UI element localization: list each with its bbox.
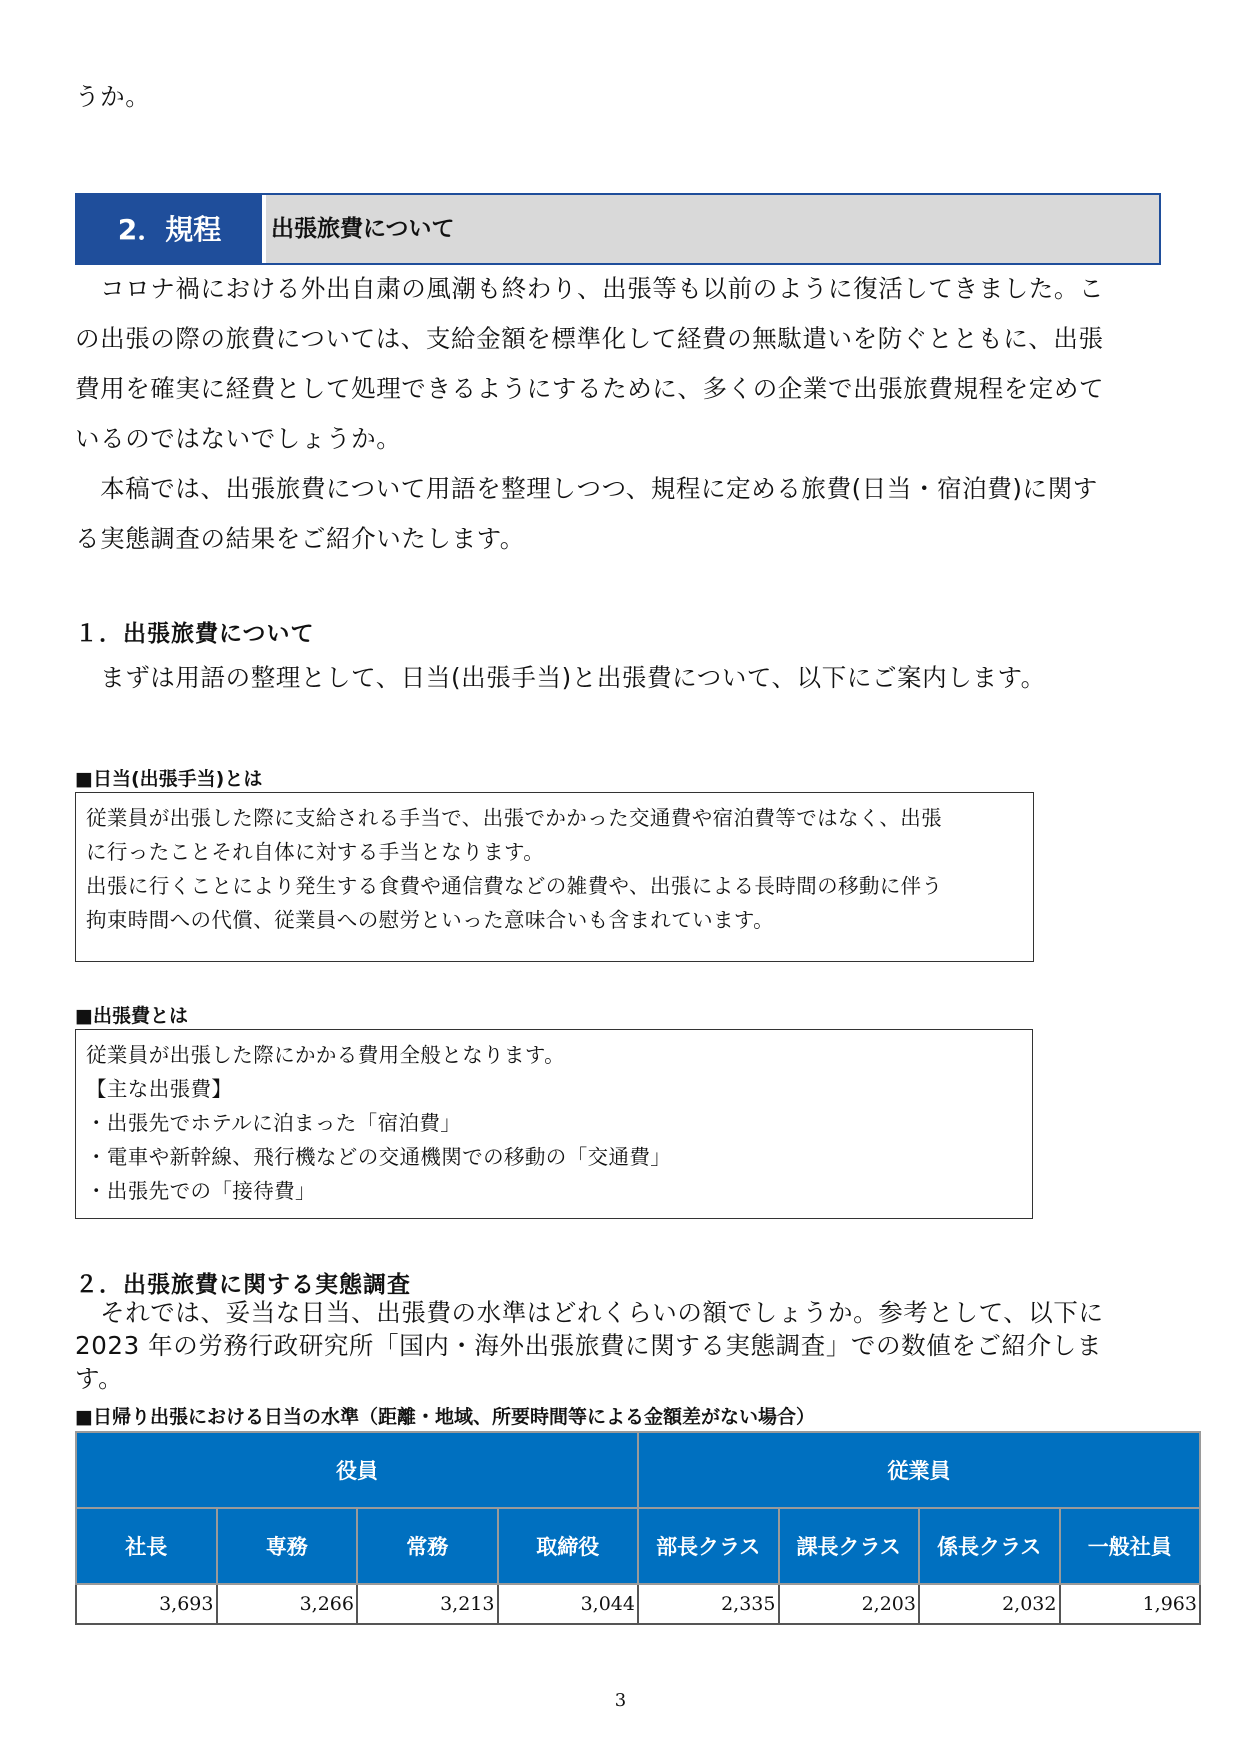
intro-line: コロナ禍における外出自粛の風潮も終わり、出張等も以前のように復活してきました。こ (75, 274, 1105, 303)
table-cell: 2,032 (919, 1584, 1060, 1624)
table-cell: 3,213 (357, 1584, 498, 1624)
group-header-employees: 従業員 (638, 1432, 1200, 1508)
nittou-line: 拘束時間への代償、従業員への慰労といった意味合いも含まれています。 (86, 908, 775, 932)
column-header: 専務 (217, 1508, 358, 1584)
column-header: 社長 (76, 1508, 217, 1584)
table-row (76, 1584, 1200, 1624)
group-header-executives: 役員 (76, 1432, 638, 1508)
column-header: 一般社員 (1060, 1508, 1201, 1584)
section-number: 2．規程 (77, 195, 262, 263)
column-header: 取締役 (498, 1508, 639, 1584)
table-group-row (76, 1432, 1200, 1508)
column-header: 常務 (357, 1508, 498, 1584)
nittou-line: 出張に行くことにより発生する食費や通信費などの雑費や、出張による長時間の移動に伴う (86, 874, 943, 898)
section-header (75, 193, 1161, 265)
intro-line: 本稿では、出張旅費について用語を整理しつつ、規程に定める旅費(日当・宿泊費)に関す (75, 474, 1098, 503)
nittou-line: 従業員が出張した際に支給される手当で、出張でかかった交通費や宿泊費等ではなく、出張 (86, 806, 943, 830)
intro-line: る実態調査の結果をご紹介いたします。 (75, 524, 525, 553)
shucchouhi-line: 従業員が出張した際にかかる費用全般となります。 (86, 1043, 566, 1067)
part2-line: それでは、妥当な日当、出張費の水準はどれくらいの額でしょうか。参考として、以下に (75, 1298, 1104, 1327)
part1-heading: １．出張旅費について (75, 621, 315, 647)
table-cell: 1,963 (1060, 1584, 1201, 1624)
nittou-box (75, 792, 1034, 962)
part2-line: 2023 年の労務行政研究所「国内・海外出張旅費に関する実態調査」での数値をご紹介しま (75, 1331, 1102, 1360)
part2-paragraph (75, 1296, 1104, 1395)
table-cell: 2,335 (638, 1584, 779, 1624)
table-cell: 3,044 (498, 1584, 639, 1624)
part1-text: まずは用語の整理として、日当(出張手当)と出張費について、以下にご案内します。 (75, 663, 1046, 692)
allowance-table (75, 1431, 1201, 1625)
shucchouhi-line: ・出張先でホテルに泊まった「宿泊費」 (86, 1111, 462, 1135)
intro-line: の出張の際の旅費については、支給金額を標準化して経費の無駄遣いを防ぐとともに、出張 (75, 324, 1104, 353)
column-header: 部長クラス (638, 1508, 779, 1584)
nittou-heading: ■日当(出張手当)とは (75, 768, 263, 790)
table-header-row (76, 1508, 1200, 1584)
part2-line: す。 (75, 1364, 124, 1393)
intro-paragraph (75, 264, 1104, 564)
shucchouhi-box (75, 1029, 1033, 1219)
page-number: 3 (614, 1690, 627, 1711)
shucchouhi-line: ・出張先での「接待費」 (86, 1179, 316, 1203)
part2-heading: ２．出張旅費に関する実態調査 (75, 1272, 411, 1298)
intro-line: 費用を確実に経費として処理できるようにするために、多くの企業で出張旅費規程を定めて (75, 374, 1105, 403)
shucchouhi-line: 【主な出張費】 (86, 1077, 233, 1101)
table-cell: 3,266 (217, 1584, 358, 1624)
section-title: 出張旅費について (271, 216, 455, 242)
column-header: 課長クラス (779, 1508, 920, 1584)
table-cell: 3,693 (76, 1584, 217, 1624)
shucchouhi-heading: ■出張費とは (75, 1005, 188, 1027)
lead-text: うか。 (75, 82, 151, 111)
table-caption: ■日帰り出張における日当の水準（距離・地域、所要時間等による金額差がない場合） (75, 1406, 815, 1428)
nittou-line: に行ったことそれ自体に対する手当となります。 (86, 840, 545, 864)
table-cell: 2,203 (779, 1584, 920, 1624)
column-header: 係長クラス (919, 1508, 1060, 1584)
shucchouhi-line: ・電車や新幹線、飛行機などの交通機関での移動の「交通費」 (86, 1145, 672, 1169)
intro-line: いるのではないでしょうか。 (75, 424, 402, 453)
